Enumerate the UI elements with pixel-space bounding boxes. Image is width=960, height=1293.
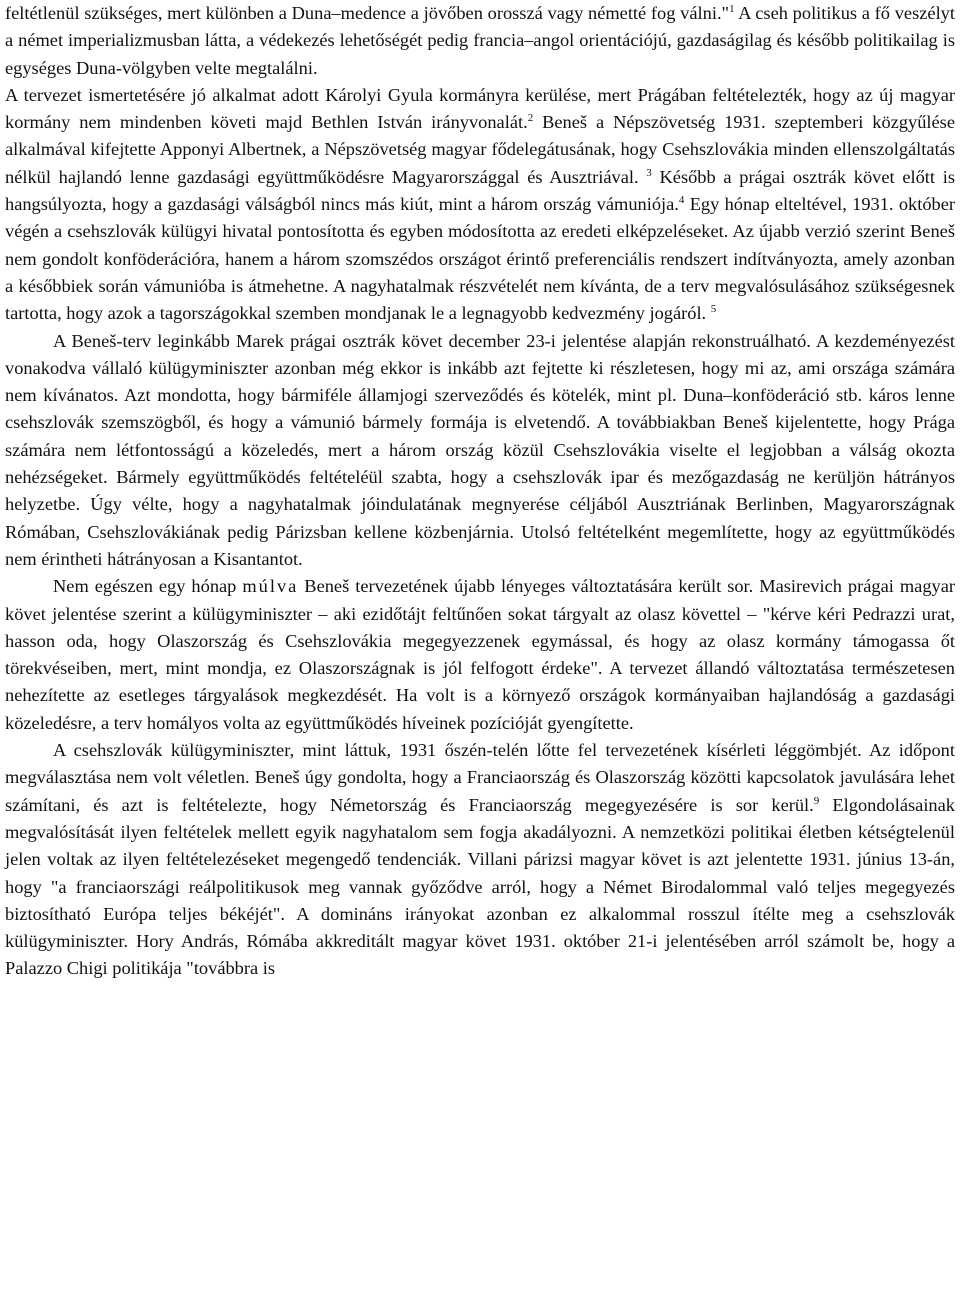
footnote-marker: 2: [527, 112, 534, 125]
paragraph: [5, 0, 955, 82]
paragraph: [5, 573, 955, 737]
text-segment: A Beneš-terv leginkább Marek prágai osztrák követ december 23-i jelentése alapján rekonstruálható. A kezdeményezést vonakodva vállaló külügyminiszter azonban még ekkor is inkább azt fejtette ki részletesen, hogy mi az, ami országa számára nem kívánatos. Azt mondotta, hogy bármiféle államjogi szerveződés és kötelék, mint pl. Duna–konföderáció stb. káros lenne csehszlovák szemszögből, és hogy a vámunió bármely formája is elvetendő. A továbbiakban Beneš kijelentette, hogy Prága számára nem létfontosságú a közeledés, mert a három ország közül Csehszlovákia viselte el legjobban a válság okozta nehézségeket. Bármely együttműködés feltételéül szabta, hogy a csehszlovák ipar és mezőgazdaság ne kerüljön hátrányos helyzetbe. Úgy vélte, hogy a nagyhatalmak jóindulatának megnyerése céljából Ausztriának Berlinben, Magyarországnak Rómában, Csehszlovákiának pedig Párizsban kellene közbenjárnia. Utolsó feltételként megemlítette, hogy az együttműködés nem érintheti hátrányosan a Kisantantot.: [5, 330, 955, 569]
text-segment: Beneš tervezetének újabb lényeges változtatására került sor. Masirevich prágai magyar követ jelentése szerint a külügyminiszter – aki ezidőtájt feltűnően sokat tárgyalt az olasz követtel – "kérve kéri Pedrazzi urat, hasson oda, hogy Olaszország és Csehszlovákia megegyezzenek egymással, és hogy az olasz kormány támogassa őt törekvéseiben, mert, mint mondja, ez Olaszországnak is jól felfogott érdeke". A tervezet állandó változtatása természetesen nehezítette az esetleges tárgyalások megkezdését. Ha volt is a környező országok kormányaiban hajlandóság a gazdasági közeledésre, a terv homályos volta az együttműködés híveinek pozícióját gyengítette.: [5, 576, 956, 733]
text-segment: Nem egészen egy hónap: [53, 576, 243, 597]
text-segment: Egy hónap elteltével, 1931. október végén a csehszlovák külügyi hivatal pontosította és egyben módosította az eredeti elképzeléseket. Az újabb verzió szerint Beneš nem gondolt konföderációra, hanem a három szomszédos országot érintő preferenciális rendszert indítványozta, amely azonban a későbbiek során vámunióba is átmehetne. A nagyhatalmak részvételét nem kívánta, de a terv megvalósulásához szükségesnek tartotta, hogy azok a tagországokkal szemben mondjanak le a legnagyobb kedvezmény jogáról.: [5, 194, 955, 324]
document-page: [5, 0, 955, 983]
footnote-marker: 1: [729, 2, 735, 15]
text-segment: A tervezet ismertetésére jó alkalmat adott Károlyi Gyula kormányra kerülése, mert Prágában feltételezték, hogy az új magyar kormány nem mindenben követi majd Bethlen István irányvonalát.: [5, 84, 955, 133]
text-segment: A cseh politikus a fő veszélyt a német imperializmusban látta, a védekezés lehetőségét pedig francia–angol orientációjú, gazdaságilag és később politikailag is egységes Duna-völgyben velte megtalálni.: [5, 3, 955, 78]
paragraph: [5, 737, 955, 983]
footnote-marker: 9: [813, 794, 820, 807]
text-segment: Elgondolásainak megvalósítását ilyen feltételek mellett egyik nagyhatalom sem fogja akadályozni. A nemzetközi politikai életben kétségtelenül jelen voltak az ilyen feltételezéseket megengedő tendenciák. Villani párizsi magyar követ is azt jelentette 1931. június 13-án, hogy "a franciaországi reálpolitikusok meg vannak győződve arról, hogy a Német Birodalommal való teljes megegyezés biztosítható Európa teljes békéjét". A domináns irányokat azonban ez alkalommal rosszul ítélte meg a csehszlovák külügyminiszter. Hory András, Rómába akkreditált magyar követ 1931. október 21-i jelentésében arról számolt be, hogy a Palazzo Chigi politikája "továbbra is: [5, 794, 955, 979]
text-segment: Később a prágai osztrák követ előtt is hangsúlyozta, hogy a gazdasági válságból nincs más kiút, mint a három ország vámuniója.: [5, 166, 955, 215]
text-segment: múlva: [242, 576, 299, 597]
footnote-marker: 4: [678, 193, 685, 206]
text-segment: Beneš a Népszövetség 1931. szeptemberi közgyűlése alkalmával kifejtette Apponyi Albertnek, a Népszövetség magyar fődelegátusának, hogy Csehszlovákia minden ellenszolgáltatás nélkül hajlandó lenne gazdasági együttműködésre Magyarországgal és Ausztriával.: [5, 112, 955, 187]
paragraph: [5, 328, 955, 574]
paragraph: [5, 82, 955, 328]
footnote-marker: 3: [646, 166, 652, 179]
text-segment: A csehszlovák külügyminiszter, mint láttuk, 1931 őszén-telén lőtte fel tervezetének kísérleti léggömbjét. Az időpont megválasztása nem volt véletlen. Beneš úgy gondolta, hogy a Franciaország és Olaszország közötti kapcsolatok javulására lehet számítani, és azt is feltételezte, hogy Németország és Franciaország megegyezésére is sor kerül.: [5, 740, 955, 815]
footnote-marker: 5: [710, 303, 717, 316]
text-segment: feltétlenül szükséges, mert különben a Duna–medence a jövőben orosszá vagy németté fog válni.": [5, 3, 730, 23]
